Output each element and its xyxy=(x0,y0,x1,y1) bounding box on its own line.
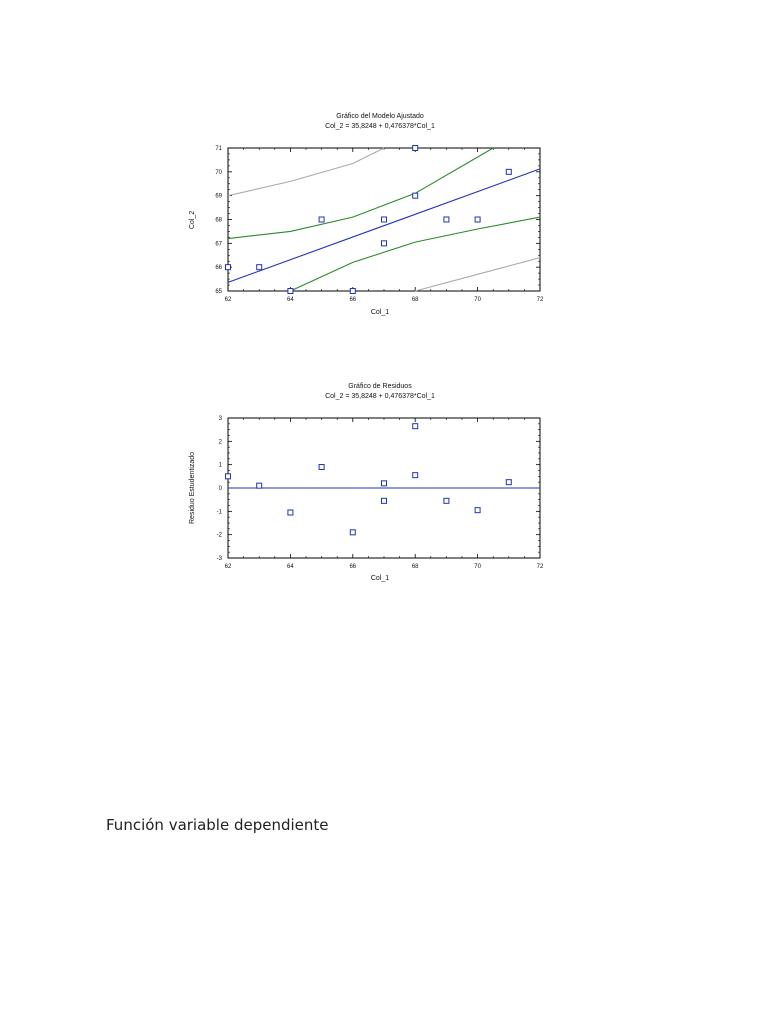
chart-subtitle: Col_2 = 35,8248 + 0,476378*Col_1 xyxy=(325,393,435,400)
y-axis-label: Residuo Estudentizado xyxy=(189,452,196,524)
confidence-limit-lower xyxy=(290,217,540,291)
data-point xyxy=(257,265,262,270)
residuals-svg xyxy=(180,378,560,586)
y-tick-label: 69 xyxy=(215,193,222,200)
y-tick-label: 65 xyxy=(215,289,222,295)
document-heading: Función variable dependiente xyxy=(106,816,329,834)
x-tick-label: 68 xyxy=(411,564,419,570)
prediction-limit-lower xyxy=(415,258,540,291)
x-tick-label: 72 xyxy=(536,297,544,303)
data-point xyxy=(413,193,418,198)
data-point xyxy=(506,169,511,174)
data-point xyxy=(288,510,293,515)
x-tick-label: 68 xyxy=(411,297,419,303)
x-tick-label: 62 xyxy=(224,564,232,570)
data-point xyxy=(350,530,355,535)
data-point xyxy=(475,508,480,513)
x-axis-label: Col_1 xyxy=(370,309,390,316)
y-tick-label: 67 xyxy=(215,241,222,248)
y-tick-label: -1 xyxy=(216,509,222,516)
data-point xyxy=(382,481,387,486)
y-tick-label: 1 xyxy=(218,462,222,469)
data-point xyxy=(444,498,449,503)
data-point xyxy=(475,217,480,222)
x-tick-label: 64 xyxy=(287,297,294,303)
residuals-chart xyxy=(180,378,560,586)
data-point xyxy=(444,217,449,222)
x-tick-label: 66 xyxy=(349,564,357,570)
data-point xyxy=(350,289,355,294)
x-tick-label: 66 xyxy=(349,297,357,303)
x-tick-label: 64 xyxy=(287,564,294,570)
data-point xyxy=(506,480,511,485)
fitted-model-svg xyxy=(180,108,560,320)
confidence-limit-upper xyxy=(228,148,493,239)
chart-subtitle: Col_2 = 35,8248 + 0,476378*Col_1 xyxy=(325,123,435,130)
prediction-limit-upper xyxy=(228,148,384,196)
data-point xyxy=(319,465,324,470)
y-tick-label: 0 xyxy=(218,486,222,492)
data-point xyxy=(413,473,418,478)
data-point xyxy=(382,217,387,222)
x-tick-label: 70 xyxy=(474,564,481,570)
data-point xyxy=(257,483,262,488)
data-point xyxy=(319,217,324,222)
data-point xyxy=(288,289,293,294)
y-tick-label: -3 xyxy=(216,556,222,562)
y-tick-label: 3 xyxy=(218,416,222,422)
x-tick-label: 70 xyxy=(474,297,481,303)
y-tick-label: 70 xyxy=(215,169,222,176)
chart-title: Gráfico de Residuos xyxy=(348,383,412,390)
y-tick-label: 66 xyxy=(215,265,222,272)
fitted-model-chart xyxy=(180,108,560,320)
chart-title: Gráfico del Modelo Ajustado xyxy=(336,113,424,120)
data-point xyxy=(382,241,387,246)
y-tick-label: 71 xyxy=(215,146,222,152)
y-tick-label: 2 xyxy=(218,439,222,446)
x-axis-label: Col_1 xyxy=(370,575,390,582)
data-point xyxy=(382,498,387,503)
x-tick-label: 62 xyxy=(224,297,232,303)
data-point xyxy=(413,424,418,429)
y-axis-label: Col_2 xyxy=(189,210,196,230)
y-tick-label: 68 xyxy=(215,217,222,224)
y-tick-label: -2 xyxy=(216,532,222,539)
data-point xyxy=(413,146,418,151)
data-point xyxy=(226,265,231,270)
data-point xyxy=(226,474,231,479)
x-tick-label: 72 xyxy=(536,564,544,570)
